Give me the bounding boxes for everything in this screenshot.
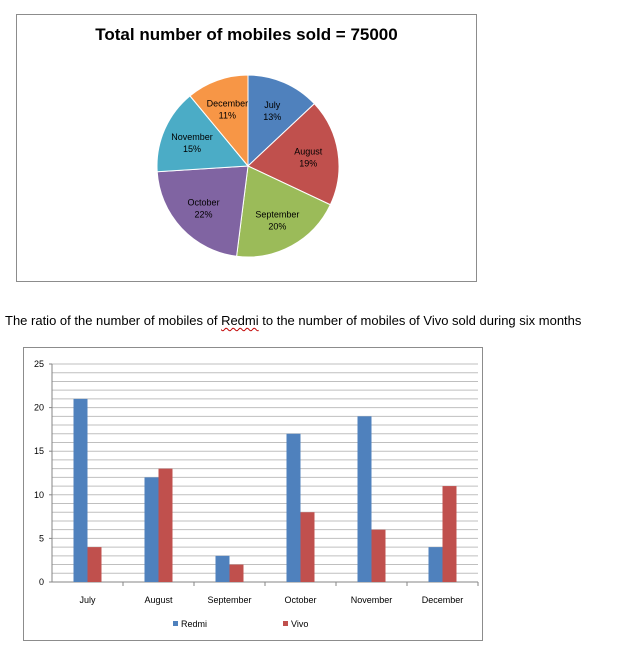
bar-chart-caption xyxy=(5,313,581,328)
pie-slice-value-october: 22% xyxy=(194,209,213,220)
bar-redmi-september xyxy=(216,556,230,582)
y-tick-label: 20 xyxy=(33,402,44,413)
bar-vivo-december xyxy=(443,486,457,582)
pie-chart xyxy=(16,14,477,282)
x-tick-label-november: November xyxy=(350,595,393,605)
y-tick-label: 10 xyxy=(33,489,44,500)
x-tick-label-july: July xyxy=(79,595,96,605)
caption-part-1: The ratio of the number of mobiles of xyxy=(5,313,222,328)
bar-redmi-november xyxy=(358,416,372,582)
pie-slice-value-july: 13% xyxy=(263,112,282,123)
bar-chart-canvas xyxy=(24,348,484,642)
x-tick-label-october: October xyxy=(284,595,317,605)
bar-redmi-december xyxy=(429,547,443,582)
pie-slice-label-september: September xyxy=(255,209,300,220)
x-tick-label-september: September xyxy=(207,595,252,605)
x-tick-label-december: December xyxy=(421,595,464,605)
pie-chart-title: Total number of mobiles sold = 75000 xyxy=(95,25,398,44)
bar-vivo-october xyxy=(301,512,315,582)
y-tick-label: 25 xyxy=(33,359,44,369)
pie-slice-value-august: 19% xyxy=(299,158,318,169)
bar-chart xyxy=(23,347,483,641)
legend-swatch-redmi xyxy=(173,621,178,626)
bar-vivo-november xyxy=(372,530,386,582)
pie-slice-value-december: 11% xyxy=(218,110,237,121)
bar-redmi-august xyxy=(145,477,159,582)
caption-part-3: to the number of mobiles of Vivo sold during six months xyxy=(258,313,582,328)
pie-slice-label-november: November xyxy=(171,131,213,142)
pie-slice-label-july: July xyxy=(264,100,281,111)
bar-redmi-october xyxy=(287,434,301,582)
pie-slice-value-september: 20% xyxy=(268,221,287,232)
legend-swatch-vivo xyxy=(283,621,288,626)
bar-vivo-august xyxy=(159,469,173,582)
bar-vivo-july xyxy=(88,547,102,582)
y-tick-label: 5 xyxy=(38,533,44,544)
pie-slice-value-november: 15% xyxy=(183,143,202,154)
y-tick-label: 0 xyxy=(38,577,44,587)
pie-slice-label-august: August xyxy=(294,146,323,157)
bar-vivo-september xyxy=(230,565,244,582)
legend-label-vivo: Vivo xyxy=(291,619,309,629)
legend-label-redmi: Redmi xyxy=(181,619,208,629)
pie-slice-label-october: October xyxy=(187,197,220,208)
pie-chart-canvas xyxy=(17,15,478,283)
bar-redmi-july xyxy=(74,399,88,582)
pie-slice-label-december: December xyxy=(206,98,249,109)
y-tick-label: 15 xyxy=(33,446,44,457)
caption-part-redmi: Redmi xyxy=(221,313,259,328)
x-tick-label-august: August xyxy=(144,595,173,605)
